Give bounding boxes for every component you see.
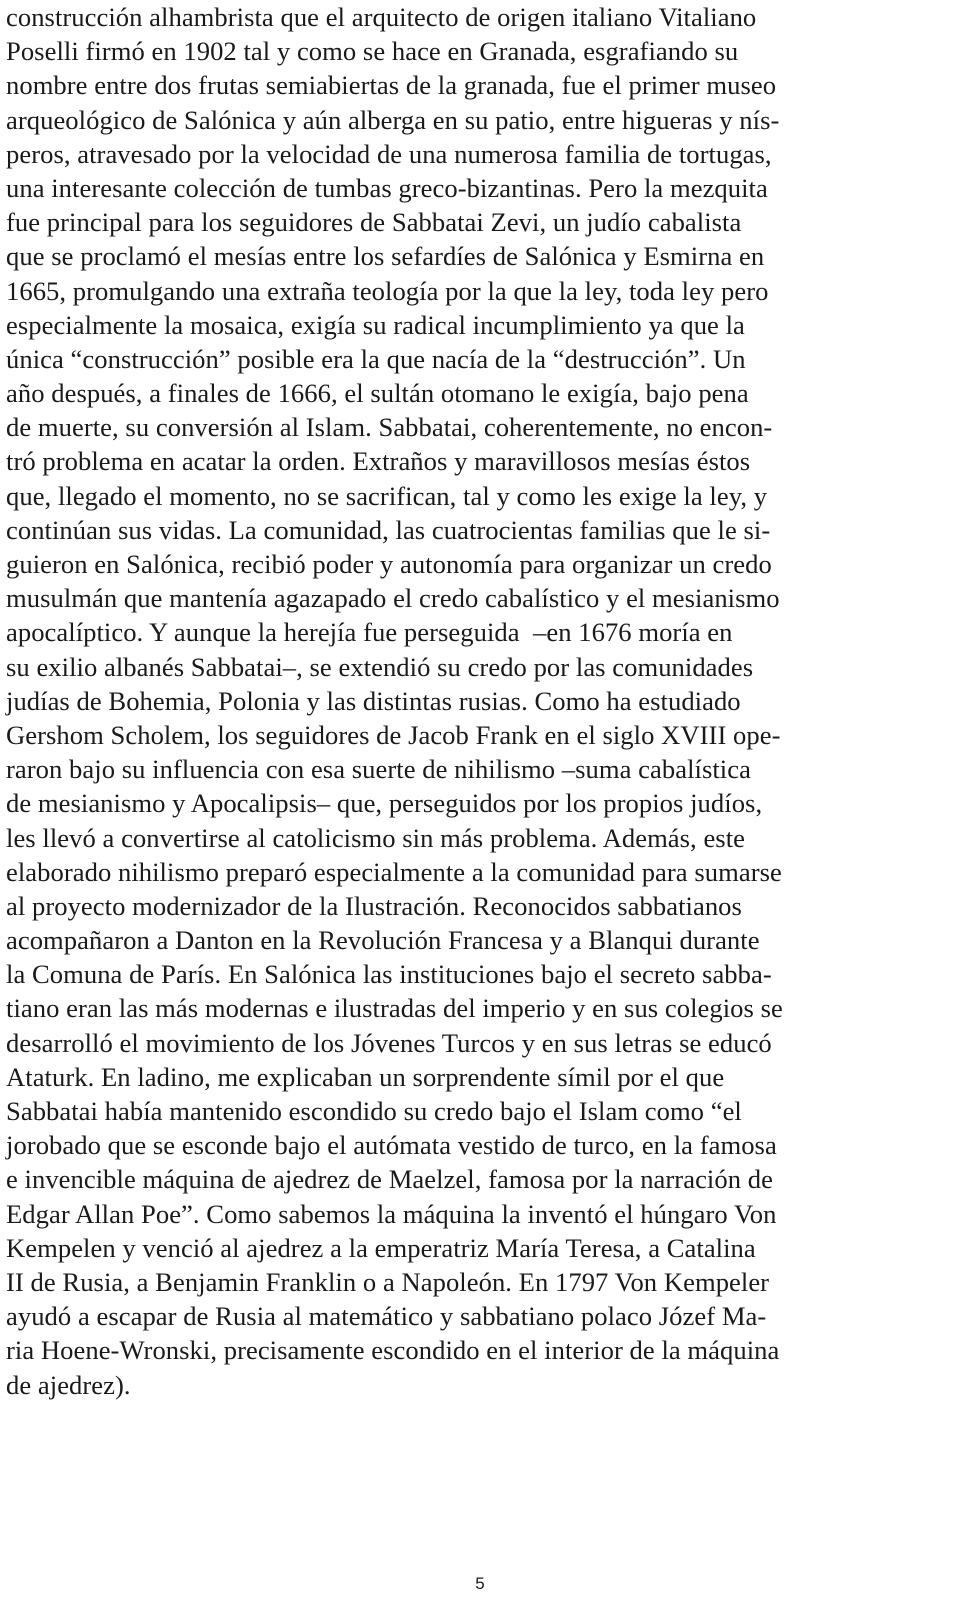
text-line: les llevó a convertirse al catolicismo sin más problema. Además, este [6, 822, 745, 853]
text-line: especialmente la mosaica, exigía su radical incumplimiento ya que la [6, 309, 745, 340]
text-line: que se proclamó el mesías entre los sefardíes de Salónica y Esmirna en [6, 241, 765, 272]
text-line: jorobado que se esconde bajo el autómata vestido de turco, en la famosa [6, 1130, 777, 1161]
text-line: ayudó a escapar de Rusia al matemático y sabbatiano polaco Józef Ma- [6, 1301, 767, 1332]
text-line: fue principal para los seguidores de Sabbatai Zevi, un judío cabalista [6, 207, 742, 238]
text-line: su exilio albanés Sabbatai–, se extendió su credo por las comunidades [6, 651, 754, 682]
text-line: única “construcción” posible era la que nacía de la “destrucción”. Un [6, 343, 746, 374]
text-line: de muerte, su conversión al Islam. Sabbatai, coherentemente, no encon- [6, 412, 773, 443]
text-line: tiano eran las más modernas e ilustradas del imperio y en sus colegios se [6, 993, 783, 1024]
text-line: Ataturk. En ladino, me explicaban un sorprendente símil por el que [6, 1061, 725, 1092]
text-line: arqueológico de Salónica y aún alberga en su patio, entre higueras y nís- [6, 104, 780, 135]
text-line: Gershom Scholem, los seguidores de Jacob Frank en el siglo XVIII ope- [6, 719, 781, 750]
body-text [6, 0, 951, 1402]
text-line: 1665, promulgando una extraña teología por la que la ley, toda ley pero [6, 275, 769, 306]
text-line: Kempelen y venció al ajedrez a la emperatriz María Teresa, a Catalina [6, 1232, 756, 1263]
text-line: tró problema en acatar la orden. Extraños y maravillosos mesías éstos [6, 446, 751, 477]
text-line: Poselli firmó en 1902 tal y como se hace en Granada, esgrafiando su [6, 36, 739, 67]
text-line: ria Hoene-Wronski, precisamente escondido en el interior de la máquina [6, 1335, 780, 1366]
text-line: continúan sus vidas. La comunidad, las cuatrocientas familias que le si- [6, 514, 771, 545]
text-line: judías de Bohemia, Polonia y las distintas rusias. Como ha estudiado [6, 685, 741, 716]
text-line: de mesianismo y Apocalipsis– que, perseguidos por los propios judíos, [6, 788, 763, 819]
text-line: desarrolló el movimiento de los Jóvenes Turcos y en sus letras se educó [6, 1027, 772, 1058]
text-line: e invencible máquina de ajedrez de Maelzel, famosa por la narración de [6, 1164, 773, 1195]
text-line: apocalíptico. Y aunque la herejía fue perseguida –en 1676 moría en [6, 617, 733, 648]
text-line: la Comuna de París. En Salónica las instituciones bajo el secreto sabba- [6, 959, 772, 990]
text-line: de ajedrez). [6, 1369, 131, 1400]
page-number: 5 [475, 1574, 485, 1593]
text-line: año después, a finales de 1666, el sultán otomano le exigía, bajo pena [6, 378, 749, 409]
text-line: elaborado nihilismo preparó especialmente a la comunidad para sumarse [6, 856, 782, 887]
text-line: peros, atravesado por la velocidad de una numerosa familia de tortugas, [6, 138, 772, 169]
text-line: acompañaron a Danton en la Revolución Francesa y a Blanqui durante [6, 925, 760, 956]
text-line: guieron en Salónica, recibió poder y autonomía para organizar un credo [6, 549, 772, 579]
text-line: raron bajo su influencia con esa suerte de nihilismo –suma cabalística [6, 754, 751, 785]
text-line: construcción alhambrista que el arquitecto de origen italiano Vitaliano [6, 2, 757, 32]
text-line: nombre entre dos frutas semiabiertas de la granada, fue el primer museo [6, 70, 777, 101]
text-line: Sabbatai había mantenido escondido su credo bajo el Islam como “el [6, 1096, 742, 1126]
text-line: que, llegado el momento, no se sacrifican, tal y como les exige la ley, y [6, 480, 768, 511]
text-line: Edgar Allan Poe”. Como sabemos la máquina la inventó el húngaro Von [6, 1198, 777, 1229]
text-line: musulmán que mantenía agazapado el credo cabalístico y el mesianismo [6, 583, 780, 614]
text-line: al proyecto modernizador de la Ilustración. Reconocidos sabbatianos [6, 890, 742, 921]
text-line: una interesante colección de tumbas greco-bizantinas. Pero la mezquita [6, 172, 768, 203]
text-line: II de Rusia, a Benjamin Franklin o a Napoleón. En 1797 Von Kempeler [6, 1266, 770, 1297]
